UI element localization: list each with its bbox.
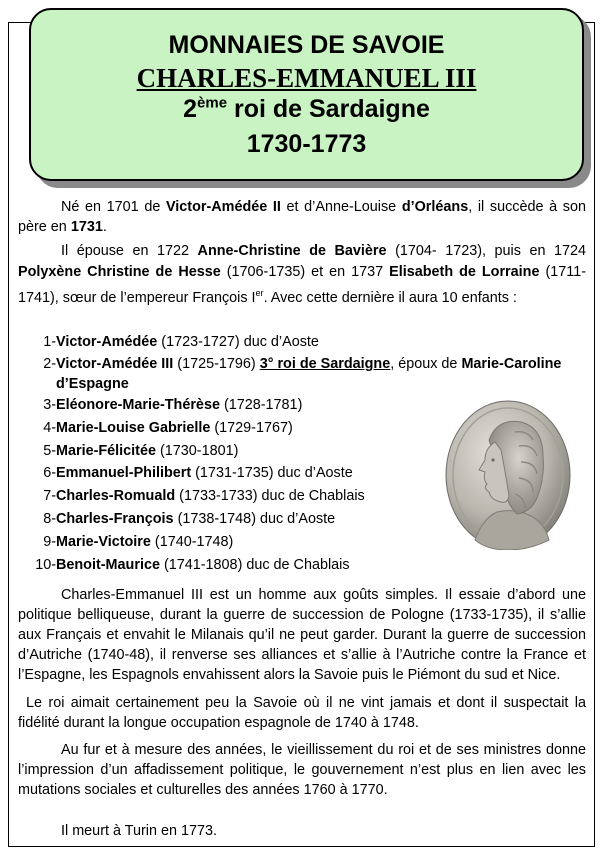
child-name: Victor-Amédée <box>56 334 158 350</box>
text-segment: Il épouse en 1722 <box>61 243 198 259</box>
child-rest: (1729-1767) <box>210 420 293 436</box>
text-segment: Anne-Christine de Bavière <box>197 243 387 259</box>
child-number: 1- <box>43 334 56 350</box>
text-segment: (1704- 1723), puis en 1724 <box>386 243 587 259</box>
child-rest: (1733-1733) duc de Chablais <box>175 488 365 504</box>
child-item <box>14 418 293 438</box>
child-rest: (1731-1735) duc d’Aoste <box>191 465 353 481</box>
text-segment: Victor-Amédée II <box>165 199 281 215</box>
child-name: Charles-François <box>56 511 174 527</box>
child-text <box>56 511 335 527</box>
title-line-1: MONNAIES DE SAVOIE <box>168 31 445 59</box>
title-line-3 <box>31 92 582 126</box>
child-name: Benoit-Maurice <box>56 557 160 573</box>
title-dates: 1730-1773 <box>246 130 367 158</box>
child-rest: (1741-1808) duc de Chablais <box>159 557 350 573</box>
child-item <box>14 463 353 483</box>
intro-paragraph-2 <box>18 241 586 309</box>
text-segment: , il succède à son père en <box>18 199 586 235</box>
title-rest: roi de Sardaigne <box>227 95 430 123</box>
child-item <box>14 354 582 394</box>
child-rest: (1738-1748) duc d’Aoste <box>173 511 336 527</box>
child-rest2: , époux de <box>390 356 462 372</box>
child-text <box>56 443 238 459</box>
text-segment: . Avec cette dernière il aura 10 enfants : <box>263 289 517 306</box>
text-segment: d’Orléans <box>401 199 469 215</box>
child-number: 8- <box>43 511 56 527</box>
title-box <box>29 8 584 181</box>
child-number: 3- <box>43 397 56 413</box>
child-text <box>56 488 365 504</box>
child-text <box>56 420 293 436</box>
child-number: 5- <box>43 443 56 459</box>
child-text <box>56 557 350 573</box>
text-segment: er <box>255 288 264 298</box>
child-item <box>14 509 335 529</box>
child-u: 3° roi de Sardaigne <box>259 356 391 372</box>
title-line-2: CHARLES-EMMANUEL III <box>136 63 477 93</box>
child-name: Victor-Amédée III <box>56 356 174 372</box>
title-ordinal-suffix: ème <box>197 94 228 112</box>
paragraph-savoie: Le roi aimait certainement peu la Savoie où il ne vint jamais et dont il suspectait la fidélité durant la longue occupation espagnole de 1740 à 1748. <box>18 695 586 731</box>
paragraph-death: Il meurt à Turin en 1773. <box>61 823 217 839</box>
text-segment: 1731 <box>70 219 103 235</box>
coin-portrait-image <box>445 400 571 550</box>
child-name: Marie-Victoire <box>56 534 151 550</box>
child-rest: (1723-1727) duc d’Aoste <box>157 334 319 350</box>
child-item <box>14 395 302 415</box>
child-item <box>14 486 365 506</box>
child-number: 7- <box>43 488 56 504</box>
child-text <box>56 397 302 413</box>
child-name: Emmanuel-Philibert <box>56 465 192 481</box>
child-item <box>14 332 319 352</box>
child-name: Charles-Romuald <box>56 488 176 504</box>
child-name: Marie-Louise Gabrielle <box>56 420 211 436</box>
child-name: Marie-Félicitée <box>56 443 156 459</box>
child-number: 10- <box>35 557 56 573</box>
child-rest: (1740-1748) <box>150 534 234 550</box>
child-text <box>56 534 233 550</box>
child-text <box>56 334 319 350</box>
child-item <box>14 555 350 575</box>
text-segment: Polyxène Christine de Hesse <box>18 264 221 280</box>
child-number: 9- <box>43 534 56 550</box>
text-segment: et d’Anne-Louise <box>280 199 402 215</box>
text-segment: Né en 1701 de <box>61 199 166 215</box>
child-rest: (1730-1801) <box>155 443 239 459</box>
child-number: 6- <box>43 465 56 481</box>
child-name: Eléonore-Marie-Thérèse <box>56 397 220 413</box>
paragraph-reign: Charles-Emmanuel III est un homme aux goûts simples. Il essaie d’abord une politique belliqueuse, durant la guerre de succession de Pologne (1733-1735), il s’allie aux Français et envahit le Milanais qu’il ne peut garder. Durant la guerre de succession d’Autriche (1740-48), il renverse ses alliances et s’allie à l’Autriche contre la France et l’Espagne, les Espagnols envahissent alors la Savoie puis le Piémont du sud et Nice. <box>18 587 586 683</box>
child-rest: (1728-1781) <box>219 397 303 413</box>
text-segment: (1711-1741), sœur de l’empereur François I <box>18 264 586 306</box>
paragraph-aging: Au fur et à mesure des années, le vieillissement du roi et de ses ministres donne l’impression d’un affadissement politique, le gouvernement n’est plus en lien avec les mutations sociales et culturelles des années 1760 à 1770. <box>18 742 586 798</box>
text-segment: . <box>102 219 107 235</box>
child-item <box>14 532 233 552</box>
text-segment: Elisabeth de Lorraine <box>389 264 540 280</box>
child-rest: (1725-1796) <box>173 356 260 372</box>
child-item <box>14 441 238 461</box>
child-text <box>56 354 582 394</box>
child-text <box>56 465 353 481</box>
child-name2: Marie-Caroline d’Espagne <box>56 356 562 392</box>
child-number: 2- <box>43 356 56 372</box>
title-ordinal: 2 <box>183 95 198 123</box>
intro-paragraph-1 <box>18 197 586 237</box>
text-segment: (1706-1735) et en 1737 <box>220 264 390 280</box>
child-number: 4- <box>43 420 56 436</box>
